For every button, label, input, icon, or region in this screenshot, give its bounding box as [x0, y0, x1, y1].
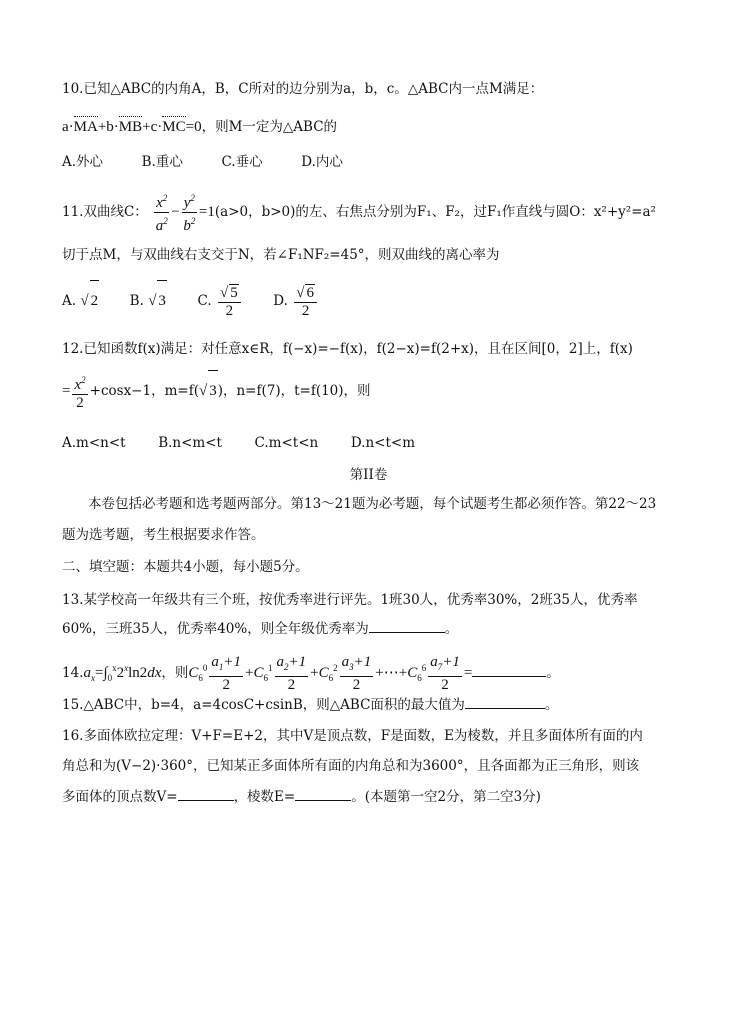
q11-options — [62, 280, 319, 321]
q11-frac-y: $\frac{y^2}{b^2}$ — [182, 190, 197, 235]
q12-frac: $\frac{x^2}{2}$ — [72, 372, 87, 412]
q10-line2 — [62, 118, 337, 136]
q13-line1: 13.某学校高一年级共有三个班，按优秀率进行评先。1班30人，优秀率30%，2班35人，优秀率 — [62, 592, 638, 608]
q11-frac-x: $\frac{x^2}{a^2}$ — [154, 190, 169, 235]
q10-vector-equation: a·MA+b·MB+c·MC=0 — [62, 119, 202, 135]
q12-line1: 12.已知函数f(x)满足：对任意x∈R，f(−x)=−f(x)，f(2−x)=f(2+x)，且在区间[0，2]上，f(x) — [62, 341, 633, 357]
q16-line2: 角总和为(V−2)·360°，已知某正多面体所有面的内角总和为3600°，且各面都为正三角形，则该 — [62, 758, 640, 774]
q16-line1: 16.多面体欧拉定理：V+F=E+2，其中V是顶点数，F是面数，E为棱数，并且多面体所有面的内 — [62, 728, 643, 744]
q12-options — [62, 434, 415, 452]
q11-condition: (a>0，b>0)的左、右焦点分别为F₁、F₂，过F₁作直线与圆O：x²+y²=a² — [214, 204, 656, 220]
q11-prefix: 11.双曲线C： — [62, 204, 148, 220]
q12-option-b: B.n<m<t — [158, 435, 222, 451]
q10-option-c: C.垂心 — [221, 154, 263, 170]
q10-option-d: D.内心 — [301, 154, 343, 170]
part2-intro-line1: 本卷包括必考题和选考题两部分。第13～21题为必考题，每个试题考生都必须作答。第22～23 — [88, 496, 657, 512]
q16-edge-blank[interactable] — [295, 800, 351, 801]
q15-answer-blank[interactable] — [465, 708, 545, 709]
q11-option-c: C. $\frac{√ 5}{2}$ — [198, 293, 243, 309]
q11-line2: 切于点M，与双曲线右支交于N，若∠F₁NF₂=45°，则双曲线的离心率为 — [62, 247, 500, 263]
section-heading: 二、填空题：本题共4小题，每小题5分。 — [62, 559, 309, 575]
q10-line2-text: ，则M一定为△ABC的 — [201, 119, 338, 135]
q15-line: 15.△ABC中，b=4，a=4cosC+csinB，则△ABC面积的最大值为 。 — [62, 697, 559, 713]
q12-option-a: A.m<n<t — [62, 435, 126, 451]
q16-vertex-blank[interactable] — [178, 800, 234, 801]
q11-option-a: A. √ 2 — [62, 293, 99, 309]
q14-answer-blank[interactable] — [472, 676, 546, 677]
q12-option-c: C.m<t<n — [254, 435, 319, 451]
q10-line1: 10.已知△ABC的内角A，B，C所对的边分别为a，b，c。△ABC内一点M满足： — [62, 81, 544, 97]
q11-option-b: B. √ 3 — [130, 293, 167, 309]
q12-line2: = $\frac{x^2}{2}$ +cosx−1，m=f(√ 3)，n=f(7)，t=f(10)，则 — [62, 370, 371, 412]
q10-options — [62, 153, 343, 171]
part2-intro-line2: 题为选考题，考生根据要求作答。 — [62, 527, 265, 543]
q14-sum: $C_6^0$ — [188, 663, 208, 683]
q10-option-a: A.外心 — [62, 154, 104, 170]
q14-integral: $a_x=\int_0^x2^x\ln 2dx$ — [83, 663, 162, 683]
q10-option-b: B.重心 — [141, 154, 183, 170]
part2-title: 第II卷 — [349, 467, 388, 483]
q14-line: $14.a_x=\int_0^x2^x\ln 2dx$，则$C_6^0$ $\frac{a_1+1}{2}$ $+C_6^1$ $\frac{a_2+1}{2}$ $+C_6^2$ $\frac{a_3+1}{2}$ $+\cdots+C_6^6$ $\frac{a_7+1}{2}$ = 。 — [62, 653, 560, 693]
q11-option-d: D. $\frac{√ 6}{2}$ — [273, 293, 319, 309]
q13-answer-blank[interactable] — [369, 632, 445, 633]
q12-option-d: D.n<t<m — [350, 435, 416, 451]
q11-line1: 11.双曲线C： $\frac{x^2}{a^2}$ − $\frac{y^2}{b^2}$ =1(a>0，b>0)的左、右焦点分别为F₁、F₂，过F₁作直线与圆O：x²+y²=a² — [62, 190, 656, 235]
q16-line3: 多面体的顶点数V= ，棱数E= 。(本题第一空2分，第二空3分) — [62, 789, 541, 805]
q13-line2: 60%，三班35人，优秀率40%，则全年级优秀率为 。 — [62, 621, 459, 637]
